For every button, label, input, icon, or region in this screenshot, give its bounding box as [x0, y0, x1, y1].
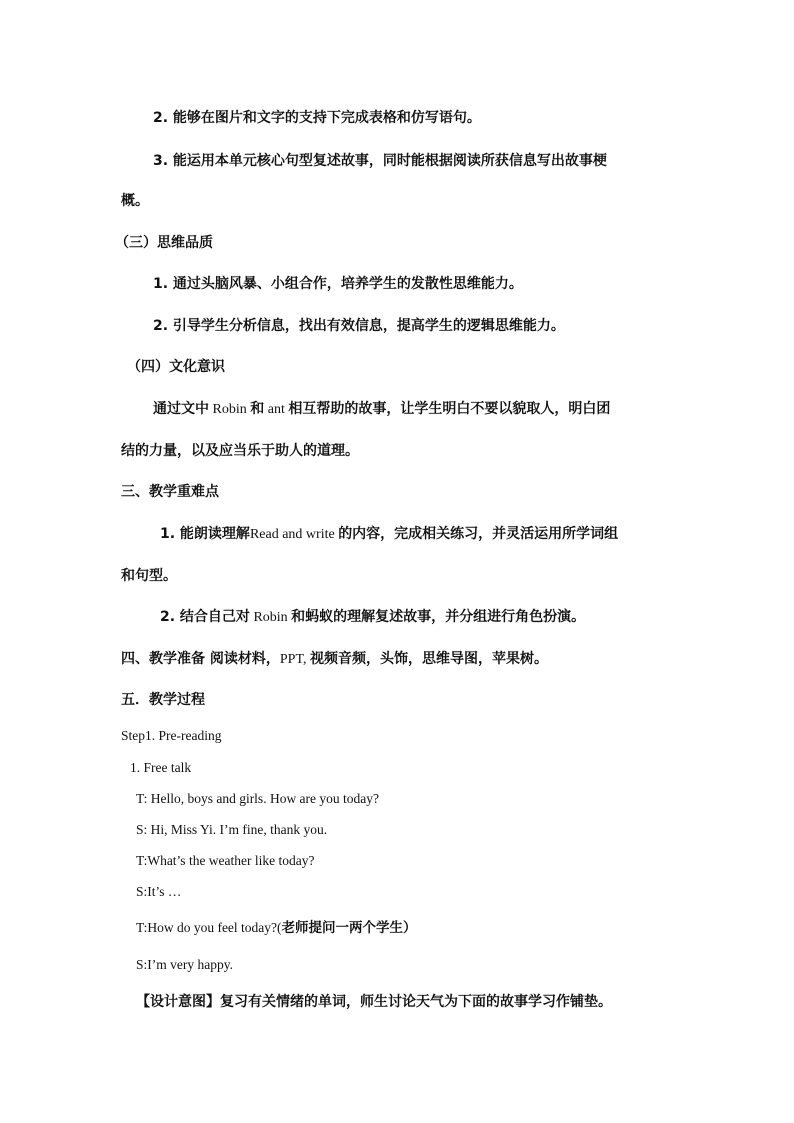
thinking-item-2: 2. 引导学生分析信息，找出有效信息，提高学生的逻辑思维能力。 [153, 318, 565, 334]
dialog-line: T:What’s the weather like today? [136, 853, 315, 868]
cultural-paragraph-line-1: 通过文中 Robin 和 ant 相互帮助的故事，让学生明白不要以貌取人，明白团 [153, 401, 611, 417]
dialog-line: T:How do you feel today?(老师提问一两个学生） [136, 920, 417, 936]
key-points-heading: 三、教学重难点 [121, 484, 219, 500]
key-point-2: 2. 结合自己对 Robin 和蚂蚁的理解复述故事，并分组进行角色扮演。 [160, 609, 586, 625]
step1-label: Step1. Pre-reading [121, 728, 222, 743]
objective-item-3-line-1: 3. 能运用本单元核心句型复述故事，同时能根据阅读所获信息写出故事梗 [153, 153, 607, 169]
thinking-quality-heading: （三）思维品质 [115, 235, 213, 251]
cultural-awareness-heading: （四）文化意识 [127, 359, 225, 375]
thinking-item-1: 1. 通过头脑风暴、小组合作，培养学生的发散性思维能力。 [153, 276, 523, 292]
process-heading: 五．教学过程 [121, 692, 205, 708]
dialog-line: S:I’m very happy. [136, 957, 233, 972]
objective-item-2: 2. 能够在图片和文字的支持下完成表格和仿写语句。 [153, 110, 481, 126]
design-intent: 【设计意图】复习有关情绪的单词，师生讨论天气为下面的故事学习作铺垫。 [136, 994, 612, 1010]
free-talk-label: 1. Free talk [130, 760, 192, 775]
preparation-line: 四、教学准备 阅读材料，PPT, 视频音频，头饰，思维导图，苹果树。 [121, 651, 548, 667]
key-point-1-line-1: 1. 能朗读理解Read and write 的内容，完成相关练习，并灵活运用所学词组 [160, 526, 619, 542]
dialog-line: S:It’s … [136, 884, 182, 899]
dialog-line: S: Hi, Miss Yi. I’m fine, thank you. [136, 822, 328, 837]
cultural-paragraph-line-2: 结的力量，以及应当乐于助人的道理。 [121, 443, 359, 459]
key-point-1-line-2: 和句型。 [121, 568, 177, 584]
objective-item-3-line-2: 概。 [121, 193, 149, 209]
preparation-heading: 四、教学准备 [121, 651, 205, 667]
dialog-line: T: Hello, boys and girls. How are you today? [136, 791, 380, 806]
